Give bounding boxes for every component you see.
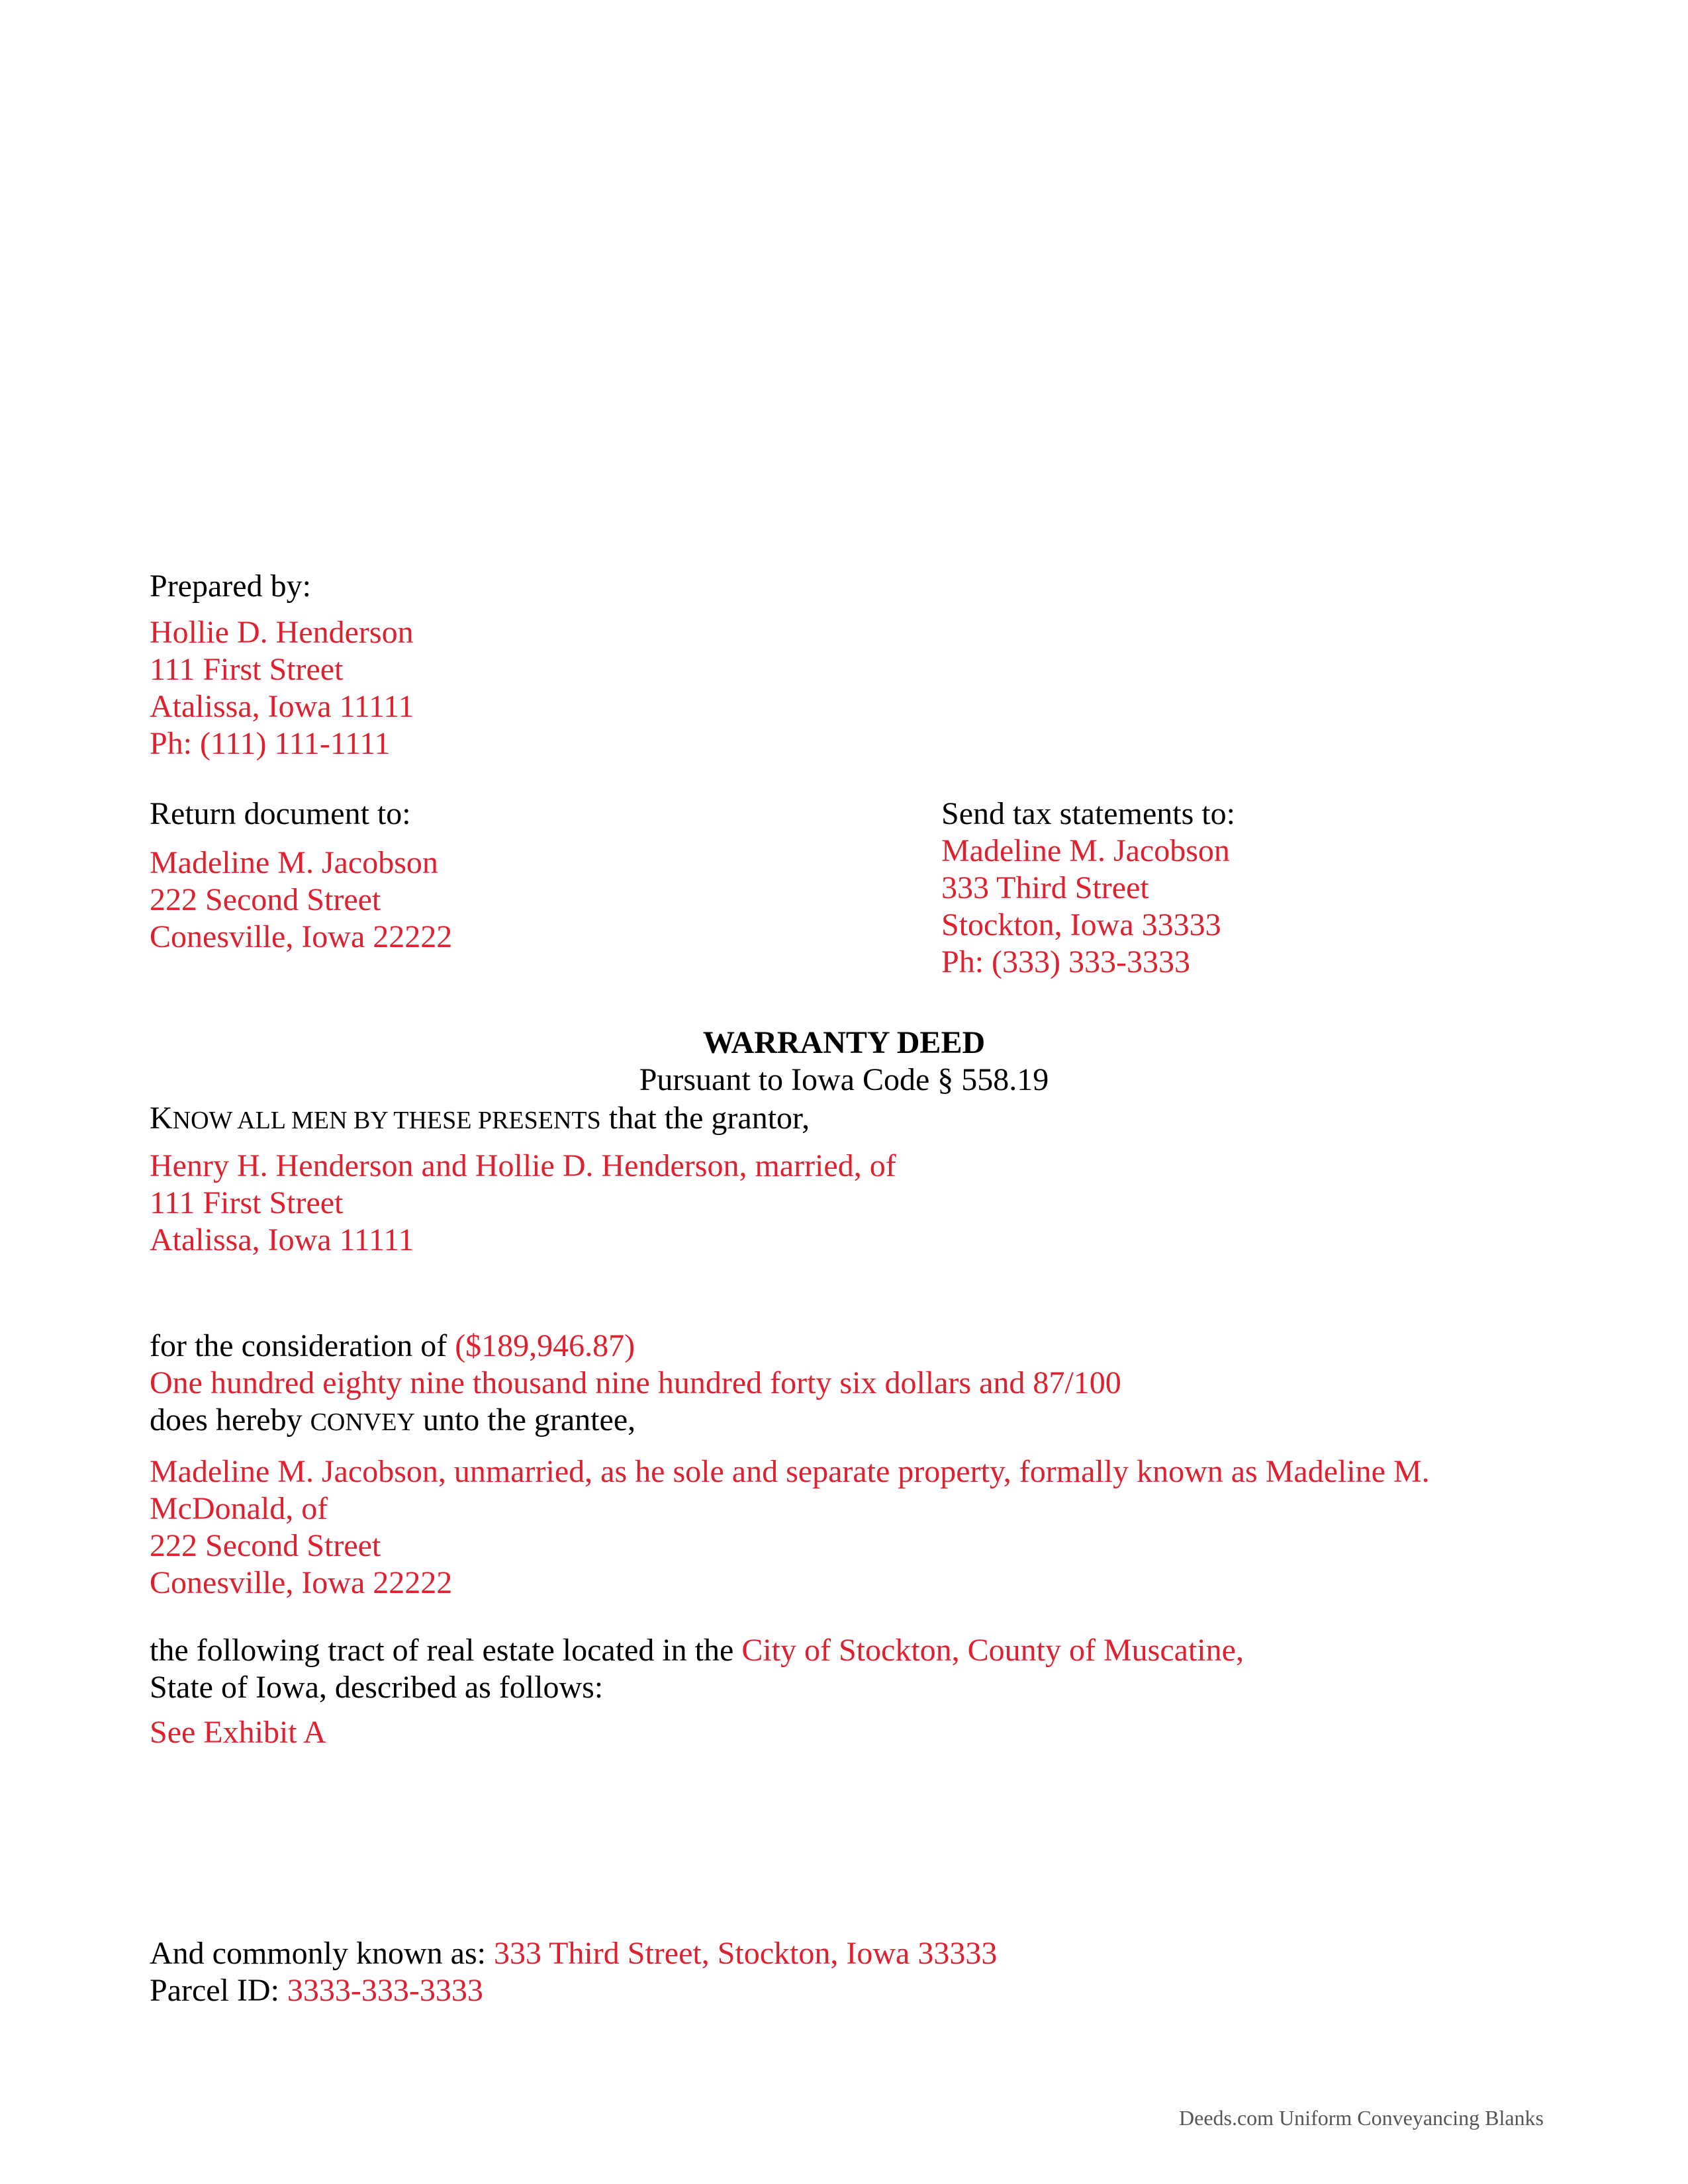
prepared-by-section xyxy=(150,568,414,762)
return-to-label: Return document to: xyxy=(150,796,411,831)
parcel-label: Parcel ID: xyxy=(150,1973,287,2008)
intro-rest: that the grantor, xyxy=(600,1101,810,1136)
consideration-label: for the consideration of xyxy=(150,1328,455,1363)
preparer-name: Hollie D. Henderson xyxy=(150,615,414,650)
grantor-street: 111 First Street xyxy=(150,1185,344,1220)
intro-initial: K xyxy=(150,1101,173,1136)
consideration-section xyxy=(150,1328,1121,1441)
grantee-city: Conesville, Iowa 22222 xyxy=(150,1565,453,1600)
property-id-section xyxy=(150,1935,997,2009)
legal-description: See Exhibit A xyxy=(150,1715,326,1750)
preparer-phone: Ph: (111) 111-1111 xyxy=(150,726,391,761)
intro-clause xyxy=(150,1100,810,1139)
footer-text: Deeds.com Uniform Conveyancing Blanks xyxy=(1179,2106,1544,2130)
known-as-value: 333 Third Street, Stockton, Iowa 33333 xyxy=(493,1936,998,1971)
tax-phone: Ph: (333) 333-3333 xyxy=(941,944,1190,979)
return-city: Conesville, Iowa 22222 xyxy=(150,919,453,954)
intro-small-caps: NOW ALL MEN BY THESE PRESENTS xyxy=(172,1107,601,1134)
tract-post: State of Iowa, described as follows: xyxy=(150,1670,604,1705)
tract-location: City of Stockton, County of Muscatine, xyxy=(741,1633,1244,1668)
convey-pre: does hereby xyxy=(150,1402,310,1437)
tax-name: Madeline M. Jacobson xyxy=(941,833,1230,868)
deed-title: WARRANTY DEED xyxy=(702,1025,986,1060)
known-as-label: And commonly known as: xyxy=(150,1936,494,1971)
deed-subtitle: Pursuant to Iowa Code § 558.19 xyxy=(639,1062,1049,1097)
tract-pre: the following tract of real estate located in the xyxy=(150,1633,742,1668)
grantee-names: Madeline M. Jacobson, unmarried, as he sole and separate property, formally known as Madeline M. xyxy=(150,1454,1430,1489)
return-name: Madeline M. Jacobson xyxy=(150,845,438,880)
preparer-city: Atalissa, Iowa 11111 xyxy=(150,689,414,724)
grantor-section xyxy=(150,1148,896,1259)
tax-to-label: Send tax statements to: xyxy=(941,796,1235,831)
grantee-section xyxy=(150,1453,1430,1602)
consideration-amount: ($189,946.87) xyxy=(455,1328,635,1363)
convey-post: unto the grantee, xyxy=(414,1402,636,1437)
return-to-section xyxy=(150,796,452,956)
return-street: 222 Second Street xyxy=(150,882,381,917)
grantor-city: Atalissa, Iowa 11111 xyxy=(150,1222,414,1257)
grantee-former-name: McDonald, of xyxy=(150,1491,328,1526)
grantee-street: 222 Second Street xyxy=(150,1528,381,1563)
tract-section xyxy=(150,1632,1244,1751)
prepared-by-label: Prepared by: xyxy=(150,569,311,604)
convey-word: CONVEY xyxy=(310,1408,415,1436)
grantor-names: Henry H. Henderson and Hollie D. Henderson, married, of xyxy=(150,1148,896,1183)
consideration-words: One hundred eighty nine thousand nine hundred forty six dollars and 87/100 xyxy=(150,1365,1121,1400)
tax-statements-section xyxy=(941,796,1235,981)
tax-city: Stockton, Iowa 33333 xyxy=(941,907,1221,942)
preparer-street: 111 First Street xyxy=(150,652,344,687)
parcel-value: 3333-333-3333 xyxy=(287,1973,483,2008)
tax-street: 333 Third Street xyxy=(941,870,1149,905)
